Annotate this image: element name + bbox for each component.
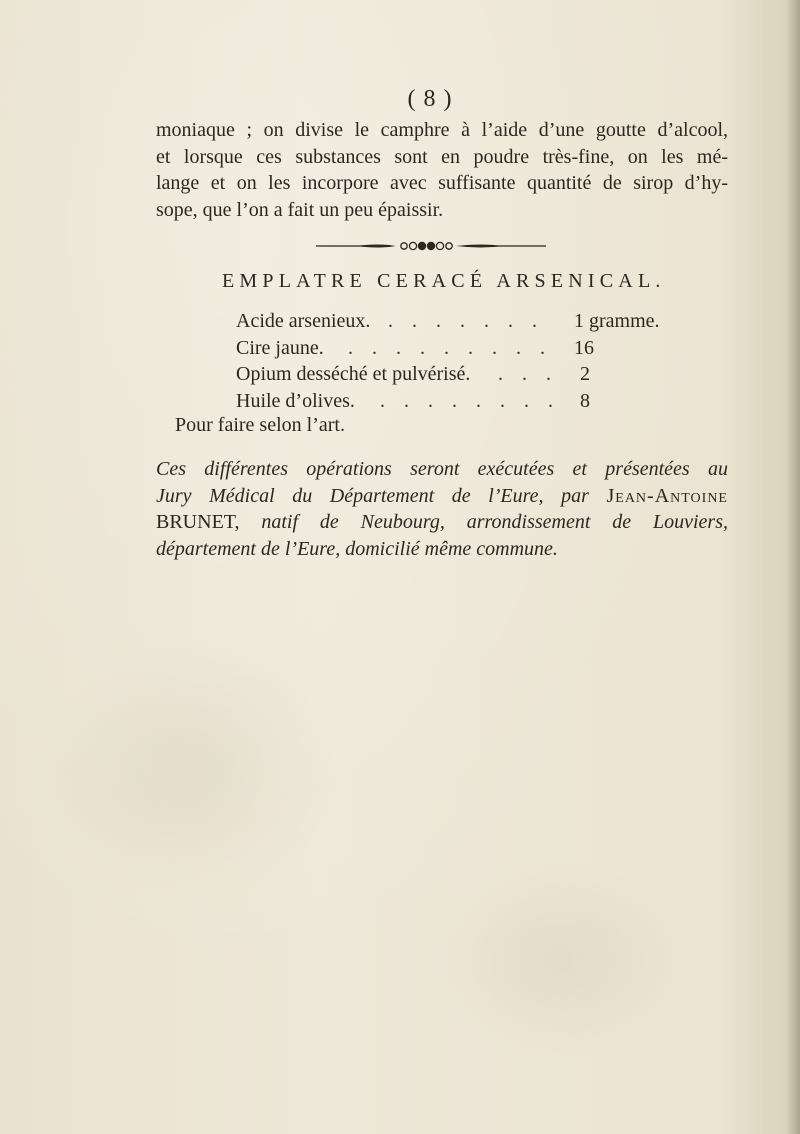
ingredient-quantity: 2 — [580, 363, 590, 385]
text-fragment: natif de Neubourg, arrondissement de Louviers, — [261, 511, 729, 533]
ingredient-row — [236, 308, 676, 335]
paper-stain — [40, 640, 340, 900]
author-surname: BRUNET, — [156, 511, 240, 533]
text-line: lange et on les incorpore avec suffisante quantité de sirop d’hy- — [156, 172, 728, 194]
ingredient-name: Acide arsenieux. — [236, 310, 371, 332]
author-name: Jean-Antoine — [606, 484, 728, 507]
dot-leader: . . . . . . . . . — [348, 336, 552, 359]
ingredient-row — [236, 388, 676, 415]
text-line: Ces différentes opérations seront exécutées et présentées au — [156, 458, 728, 480]
dot-leader: . . . . . . . — [388, 310, 544, 332]
text-line — [156, 483, 728, 510]
text-line: département de l’Eure, domicilié même commune. — [156, 537, 558, 560]
text-fragment: Jury Médical du Département de l’Eure, par — [156, 484, 589, 507]
text-line: sope, que l’on a fait un peu épaissir. — [156, 198, 444, 221]
page-edge-shadow — [786, 0, 800, 1134]
dot-leader: . . . . . . . . — [380, 389, 560, 412]
ingredient-row — [236, 361, 676, 388]
paragraph-preparation — [156, 117, 728, 223]
paper-stain — [430, 860, 690, 1060]
ingredient-list — [236, 308, 676, 414]
paragraph-attestation — [156, 456, 728, 562]
page-number: ( 8 ) — [407, 86, 453, 112]
ingredient-name: Huile d’olives. — [236, 389, 355, 412]
text-line: moniaque ; on divise le camphre à l’aide d’une goutte d’alcool, — [156, 119, 728, 141]
closing-instruction: Pour faire selon l’art. — [175, 414, 345, 436]
ornamental-rule — [316, 239, 546, 253]
ingredient-name: Opium desséché et pulvérisé. — [236, 363, 471, 385]
ingredient-quantity: 8 — [580, 389, 590, 412]
text-line: et lorsque ces substances sont en poudre très-fine, on les mé- — [156, 145, 728, 168]
dot-leader: . . . — [498, 363, 558, 385]
ingredient-quantity: 16 — [574, 336, 594, 359]
ingredient-name: Cire jaune. — [236, 336, 324, 359]
ingredient-row — [236, 335, 676, 362]
section-title: EMPLATRE CERACÉ ARSENICAL. — [222, 270, 666, 292]
text-line — [156, 509, 728, 536]
ingredient-quantity: 1 gramme. — [574, 310, 660, 332]
